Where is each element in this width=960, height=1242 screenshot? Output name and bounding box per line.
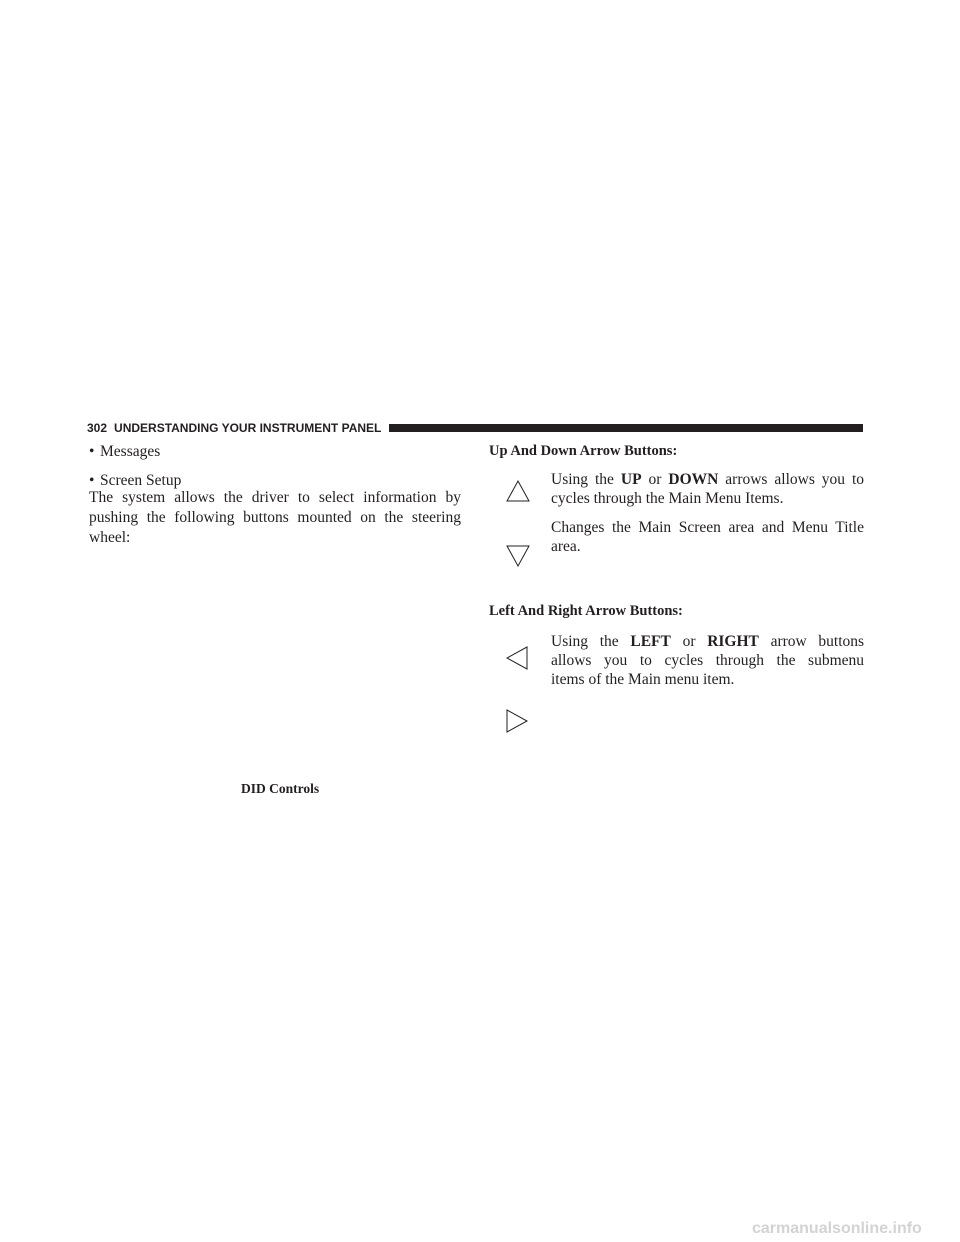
left-right-description <box>551 632 864 689</box>
desc-line: cycles through the Main Menu Items. <box>551 490 784 507</box>
bullet-text: Screen Setup <box>100 472 182 489</box>
up-arrow-icon <box>505 478 531 504</box>
desc-text: arrow buttons <box>770 633 865 650</box>
left-arrow-icon <box>504 645 530 671</box>
page-header <box>87 419 863 437</box>
desc-line: area. <box>551 538 581 555</box>
up-label: UP <box>620 471 642 488</box>
desc-line <box>551 632 864 651</box>
watermark: carmanualsonline.info <box>752 1220 922 1237</box>
up-down-heading: Up And Down Arrow Buttons: <box>489 443 678 459</box>
bullet-item-messages <box>89 442 160 462</box>
right-label: RIGHT <box>707 633 759 650</box>
desc-text: or <box>648 471 662 488</box>
left-right-heading: Left And Right Arrow Buttons: <box>489 603 683 619</box>
bullet-icon: • <box>89 472 95 489</box>
desc-line: items of the Main menu item. <box>551 671 735 688</box>
desc-line: allows you to cycles through the submenu <box>551 652 864 669</box>
down-label: DOWN <box>668 471 719 488</box>
desc-text: Using the <box>551 471 614 488</box>
section-title: UNDERSTANDING YOUR INSTRUMENT PANEL <box>114 421 382 435</box>
desc-text: arrows allows you to <box>725 471 865 488</box>
right-arrow-icon <box>504 708 530 734</box>
left-label: LEFT <box>630 633 671 650</box>
up-down-description-2 <box>551 518 864 556</box>
page-number: 302 <box>87 421 108 435</box>
bullet-icon: • <box>89 443 95 460</box>
figure-caption: DID Controls <box>241 781 320 796</box>
desc-line: Changes the Main Screen area and Menu Title <box>551 519 864 536</box>
up-down-description <box>551 470 864 508</box>
down-arrow-icon <box>505 543 531 569</box>
bullet-text: Messages <box>100 443 161 460</box>
intro-paragraph: The system allows the driver to select information by pushing the following buttons mounted on the steering wheel: <box>89 489 461 546</box>
desc-line <box>551 470 864 489</box>
desc-text: or <box>682 633 696 650</box>
header-rule <box>389 424 863 432</box>
desc-text: Using the <box>551 633 619 650</box>
